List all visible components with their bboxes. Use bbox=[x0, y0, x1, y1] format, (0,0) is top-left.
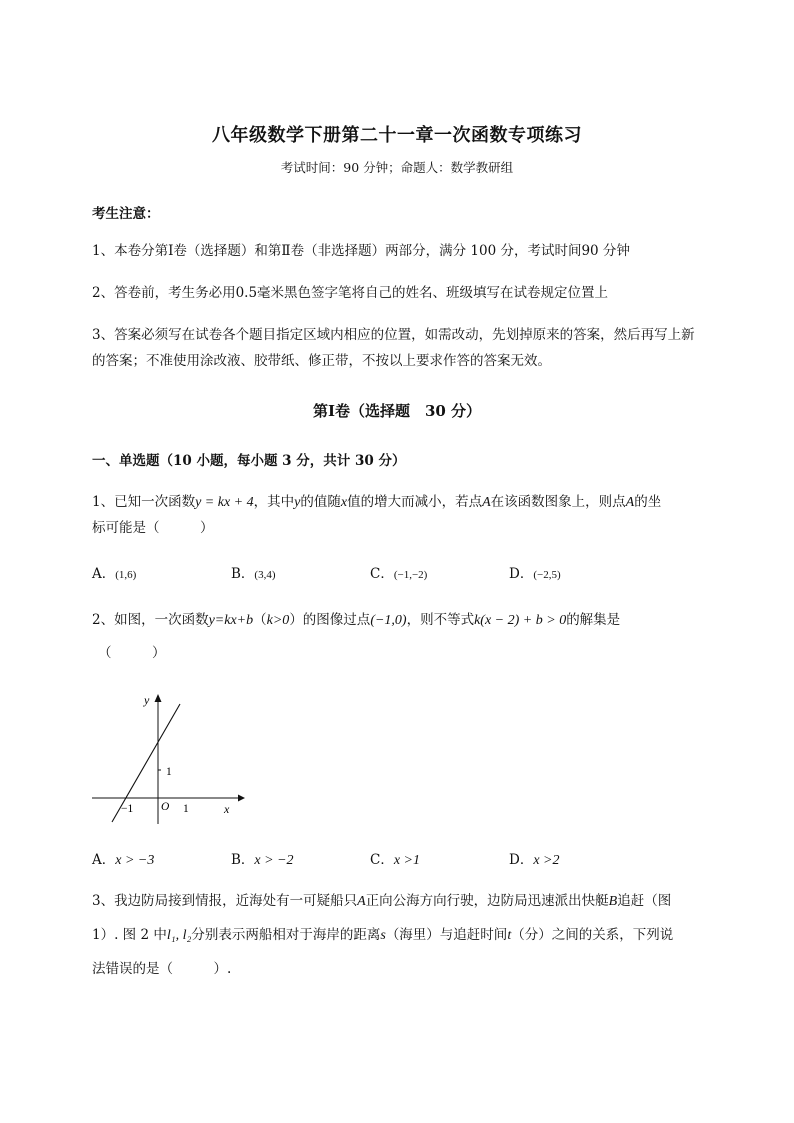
q1-var-y: y bbox=[294, 495, 301, 510]
tick-label-x-neg: −1 bbox=[121, 803, 134, 815]
q1-formula: y = kx + 4 bbox=[195, 495, 254, 510]
q2-text-4: ，则不等式 bbox=[406, 612, 475, 628]
question-2-stem bbox=[92, 610, 620, 631]
question-3-stem: 3、我边防局接到情报，近海处有一可疑船只A正向公海方向行驶，边防局迅速派出快艇B追赶（图 bbox=[92, 893, 672, 909]
q1-text-5: 在该函数图象上，则点 bbox=[490, 494, 626, 510]
q3-var-s: s bbox=[380, 928, 386, 943]
q2-formula-3: (−1,0) bbox=[370, 613, 407, 628]
q1-var-x: x bbox=[340, 495, 348, 510]
q1-var-a: A bbox=[482, 495, 491, 510]
q1-text-4: 值的增大而减小，若点 bbox=[347, 494, 483, 510]
question-1-stem-cont: 标可能是（ ） bbox=[92, 520, 214, 536]
q1-option-b[interactable]: B．(3,4) bbox=[231, 566, 276, 582]
q1-text-6: 的坐 bbox=[634, 494, 662, 510]
section-title: 第Ⅰ卷（选择题 30 分） bbox=[312, 402, 482, 420]
q2-formula-2: k>0 bbox=[266, 613, 290, 628]
question-1-stem bbox=[92, 492, 661, 513]
q2-formula-4: k(x − 2) + b > 0 bbox=[474, 613, 567, 628]
q1-option-d[interactable]: D．(−2,5) bbox=[509, 566, 561, 582]
part-title: 一、单选题（10 小题，每小题 3 分，共计 30 分） bbox=[92, 453, 406, 469]
q2-option-c[interactable]: C．x >1 bbox=[370, 852, 421, 868]
page-subtitle: 考试时间：90 分钟；命题人：数学教研组 bbox=[280, 160, 514, 175]
q1-option-c[interactable]: C．(−1,−2) bbox=[370, 566, 428, 582]
origin-label: O bbox=[161, 801, 170, 813]
notice-label: 考生注意： bbox=[92, 206, 160, 222]
q2-option-b[interactable]: B．x > −2 bbox=[231, 852, 294, 868]
q1-text-2: ，其中 bbox=[253, 494, 295, 510]
y-axis-arrow-icon bbox=[155, 694, 162, 702]
q2-formula-1: y=kx+b bbox=[208, 613, 254, 628]
q2-option-d[interactable]: D．x >2 bbox=[509, 852, 560, 868]
q1-text-1: 1、已知一次函数 bbox=[92, 494, 196, 510]
q2-text-5: 的解集是 bbox=[566, 612, 621, 628]
q1-text-3: 的值随 bbox=[300, 494, 341, 510]
q1-option-a[interactable]: A．(1,6) bbox=[92, 566, 137, 582]
page-title: 八年级数学下册第二十一章一次函数专项练习 bbox=[212, 125, 582, 146]
q3-var-b: B bbox=[608, 894, 618, 909]
notice-item-2: 2、答卷前，考生务必用0.5毫米黑色签字笔将自己的姓名、班级填写在试卷规定位置上 bbox=[92, 285, 609, 301]
q2-option-a[interactable]: A．x > −3 bbox=[92, 852, 155, 868]
x-axis-arrow-icon bbox=[238, 795, 245, 802]
question-3-stem-3: 法错误的是（ ）. bbox=[92, 961, 232, 977]
q2-text-2: （ bbox=[253, 612, 267, 628]
q3-var-l: l₁, l₂ bbox=[166, 928, 192, 943]
q3-var-a: A bbox=[357, 894, 366, 909]
q2-text-3: ）的图像过点 bbox=[289, 612, 371, 628]
q1-var-a2: A bbox=[625, 495, 635, 510]
q2-text-1: 2、如图，一次函数 bbox=[92, 612, 209, 628]
y-axis-label: y bbox=[144, 693, 150, 707]
notice-item-3-cont: 的答案；不准使用涂改液、胶带纸、修正带，不按以上要求作答的答案无效。 bbox=[92, 353, 551, 369]
tick-label-y: 1 bbox=[166, 766, 172, 778]
notice-item-3: 3、答案必须写在试卷各个题目指定区域内相应的位置，如需改动，先划掉原来的答案，然后再写上新 bbox=[92, 327, 695, 343]
question-3-stem-2: 1）. 图 2 中l₁, l₂分别表示两船相对于海岸的距离s（海里）与追赶时间t（分）之间的关系，下列说 bbox=[92, 927, 674, 943]
x-axis-label: x bbox=[224, 802, 230, 816]
q3-var-t: t bbox=[507, 928, 512, 943]
notice-item-1: 1、本卷分第Ⅰ卷（选择题）和第Ⅱ卷（非选择题）两部分，满分 100 分，考试时间90 分钟 bbox=[92, 243, 630, 259]
question-2-stem-cont: （ ） bbox=[98, 645, 166, 661]
tick-label-x-pos: 1 bbox=[183, 803, 189, 815]
q2-function-graph bbox=[88, 688, 248, 830]
